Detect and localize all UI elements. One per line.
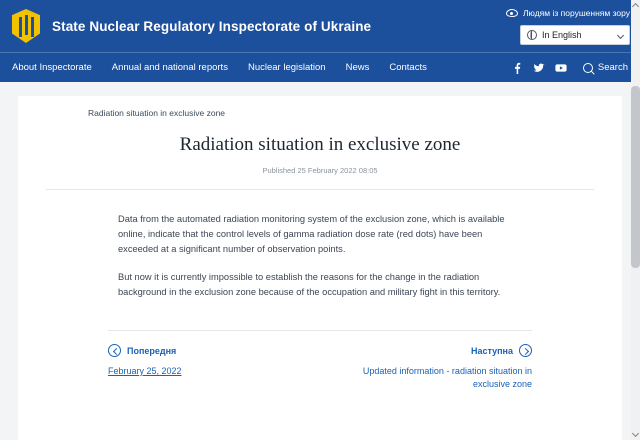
pager-next-label: Наступна bbox=[470, 345, 513, 356]
article-card bbox=[18, 96, 622, 440]
globe-icon bbox=[527, 30, 537, 40]
nav-item-news[interactable]: News bbox=[345, 62, 370, 73]
scroll-up-arrow-icon[interactable] bbox=[632, 3, 639, 10]
content-wrapper bbox=[0, 82, 640, 440]
pager-previous-label: Попередня bbox=[127, 345, 177, 356]
vertical-scrollbar[interactable] bbox=[631, 0, 640, 440]
search-label: Search bbox=[597, 62, 628, 73]
nav-item-about-inspectorate[interactable]: About Inspectorate bbox=[12, 62, 92, 73]
language-select-value: In English bbox=[542, 30, 582, 40]
article-body bbox=[18, 190, 622, 300]
page-title: Radiation situation in exclusive zone bbox=[179, 134, 461, 155]
pager-previous-link[interactable]: February 25, 2022 bbox=[108, 366, 182, 376]
pager-next-label-group[interactable] bbox=[342, 344, 532, 357]
ukraine-trident-emblem-icon bbox=[12, 9, 40, 43]
scroll-down-arrow-icon[interactable] bbox=[632, 430, 639, 437]
header-utilities bbox=[440, 6, 630, 45]
article-paragraph-2: But now it is currently impossible to establish the reasons for the change in the radiation background in the exclusion zone because of the occupation and military fight in this territory. bbox=[118, 272, 501, 297]
article-paragraph-1: Data from the automated radiation monitoring system of the exclusion zone, which is available online, indicate that the control levels of gamma radiation dose rate (red dots) have been exceeded at a significant number of observation points. bbox=[118, 214, 505, 254]
chevron-right-circle-icon bbox=[519, 344, 532, 357]
nav-item-annual-and-national-reports[interactable]: Annual and national reports bbox=[111, 62, 228, 73]
eye-icon bbox=[506, 9, 518, 17]
site-title: State Nuclear Regulatory Inspectorate of Ukraine bbox=[52, 18, 372, 34]
search-icon bbox=[583, 63, 593, 73]
youtube-icon[interactable] bbox=[555, 62, 567, 74]
breadcrumb[interactable]: Radiation situation in exclusive zone bbox=[88, 108, 226, 118]
language-select[interactable] bbox=[520, 25, 630, 45]
nav-item-nuclear-legislation[interactable]: Nuclear legislation bbox=[247, 62, 326, 73]
pager-next bbox=[342, 344, 532, 391]
accessibility-label: Людям із порушенням зору bbox=[522, 8, 630, 18]
nav-right-group bbox=[511, 53, 628, 82]
scrollbar-thumb[interactable] bbox=[631, 86, 640, 268]
accessibility-link[interactable] bbox=[440, 6, 630, 20]
pager-next-link[interactable]: Updated information - radiation situation in exclusive zone bbox=[362, 366, 532, 389]
main-navigation bbox=[0, 52, 640, 82]
article-pager bbox=[18, 331, 622, 391]
pager-previous bbox=[108, 344, 298, 391]
chevron-left-circle-icon bbox=[108, 344, 121, 357]
pager-previous-label-group[interactable] bbox=[108, 344, 298, 357]
facebook-icon[interactable] bbox=[511, 62, 523, 74]
published-date: Published 25 February 2022 08:05 bbox=[262, 166, 378, 175]
search-button[interactable] bbox=[583, 62, 628, 73]
twitter-icon[interactable] bbox=[533, 62, 545, 74]
chevron-down-icon bbox=[617, 32, 624, 39]
site-header bbox=[0, 0, 640, 82]
nav-item-contacts[interactable]: Contacts bbox=[389, 62, 427, 73]
